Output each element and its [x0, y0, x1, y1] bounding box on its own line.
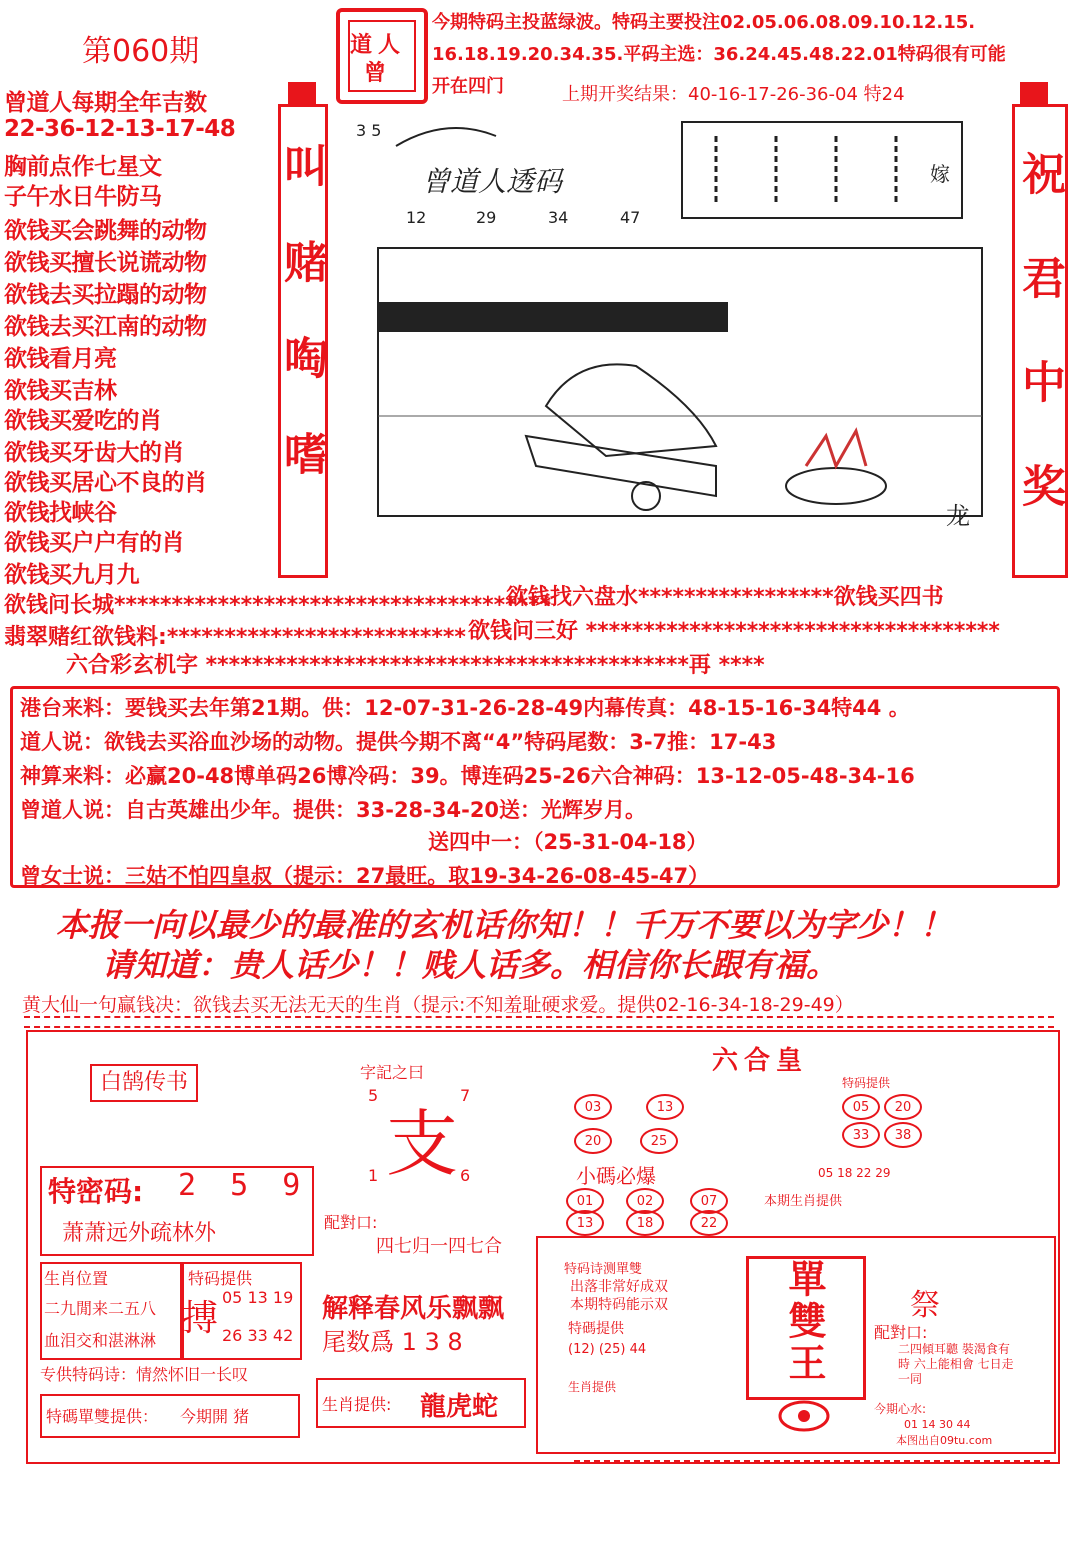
illustration-title: 曾道人透码 — [422, 165, 563, 198]
special-poem: 专供特码诗：情然怀旧一长叹 — [40, 1365, 249, 1384]
left-line-0: 曾道人每期全年吉数 — [4, 90, 207, 116]
big3-text: 單雙王 — [782, 1259, 826, 1385]
single-double-value: 今期開 猪 — [180, 1407, 250, 1426]
info-line-0: 港台来料：要钱买去年第21期。供：12-07-31-26-28-49内幕传真：48-15-16-34特44 。 — [20, 696, 910, 720]
xiaoma-label: 小碼必爆 — [576, 1164, 656, 1188]
issue-number: 第060期 — [82, 34, 200, 69]
info-line-4: 送四中一：（25-31-04-18） — [428, 830, 708, 854]
decor-border-top — [24, 1016, 1054, 1028]
credit: 本图出自09tu.com — [896, 1434, 993, 1447]
left-line-8: 欲钱看月亮 — [4, 346, 117, 372]
sd-nums: (12) (25) 44 — [568, 1342, 647, 1357]
circle-a2: 20 — [574, 1128, 612, 1154]
star-line-1b: 欲钱找六盘水*****************欲钱买四书 — [506, 585, 944, 610]
left-line-13: 欲钱找峡谷 — [4, 500, 117, 526]
circle-b1: 20 — [884, 1094, 922, 1120]
illus-num-3: 47 — [620, 208, 641, 227]
info-line-3: 曾道人说：自古英雄出少年。提供：33-28-34-20送：光辉岁月。 — [20, 798, 647, 822]
corner-block-right — [1020, 82, 1048, 106]
info-line-5: 曾女士说：三姑不怕四皇叔（提示：27最旺。取19-34-26-08-45-47） — [20, 864, 710, 888]
header-line-3: 开在四门 — [432, 76, 504, 97]
illus-num-2: 34 — [548, 208, 569, 227]
left-line-4: 欲钱买会跳舞的动物 — [4, 218, 207, 244]
decor-border-bottom — [574, 1460, 1050, 1470]
jinqi-label: 今期心水: — [874, 1402, 927, 1416]
circle-c1: 02 — [626, 1188, 664, 1214]
zi-n1: 5 — [368, 1086, 379, 1105]
circle-c2: 07 — [690, 1188, 728, 1214]
slogan-2: 请知道：贵人话少！！贱人话多。相信你长跟有福。 — [102, 946, 839, 984]
star-line-1a: 欲钱问长城************************************** — [4, 593, 552, 618]
left-line-7: 欲钱去买江南的动物 — [4, 314, 207, 340]
illus-num-0: 12 — [406, 208, 427, 227]
special-label: 特码提供 — [188, 1269, 253, 1288]
big3-box — [746, 1256, 866, 1400]
circle-c0: 01 — [566, 1188, 604, 1214]
circle-a3: 25 — [640, 1128, 678, 1154]
kuaidi-char: 祭 — [910, 1288, 940, 1323]
slogan-1: 本报一向以最少的最准的玄机话你知！！千万不要以为字少！！ — [56, 906, 953, 944]
star-line-2b: 欲钱问三好 ************************************ — [468, 619, 1000, 644]
circle-a1: 13 — [646, 1094, 684, 1120]
left-line-12: 欲钱买居心不良的肖 — [4, 470, 207, 496]
sx-value: 龍虎蛇 — [420, 1392, 499, 1422]
circle-b3: 38 — [884, 1122, 922, 1148]
benqi-label: 本期生肖提供 — [764, 1194, 843, 1209]
explain-line: 解释春风乐飘飘 — [322, 1294, 505, 1324]
vertical-box-right — [1012, 104, 1068, 578]
vertical-left-text: 叫赌啕嗜 — [276, 143, 327, 527]
vertical-right-text: 祝君中奖 — [1014, 151, 1065, 567]
left-line-10: 欲钱买爱吃的肖 — [4, 408, 162, 434]
tema-tigong: 特码提供 — [842, 1076, 891, 1090]
circle-c4: 18 — [626, 1210, 664, 1236]
tema-digits: 2 5 9 — [178, 1168, 309, 1203]
tema-label: 特密码: — [48, 1175, 144, 1208]
circle-a0: 03 — [574, 1094, 612, 1120]
wong-tai-sin-line: 黄大仙一句赢钱决：欲钱去买无法无天的生肖（提示:不知羞耻硬求爱。提供02-16-34-18-29-49） — [22, 994, 854, 1016]
single-double-label: 特碼單雙提供： — [46, 1407, 159, 1426]
left-line-14: 欲钱买户户有的肖 — [4, 530, 184, 556]
flower-icon — [778, 1398, 830, 1434]
pos-line: 二九閒来二五八 — [44, 1299, 157, 1318]
left-line-11: 欲钱买牙齿大的肖 — [4, 440, 184, 466]
info-line-1: 道人说：欲钱去买浴血沙场的动物。提供今期不离“4”特码尾数：3-7推：17-43 — [20, 730, 777, 754]
sd-title: 特码诗测單雙 — [564, 1262, 643, 1277]
info-line-2: 神算来料：必赢20-48博单码26博冷码：39。博连码25-26六合神码：13-12-05-48-34-16 — [20, 764, 915, 788]
small-nums: 05 18 22 29 — [818, 1166, 891, 1180]
sd-line-2: 本期特码能示双 — [570, 1297, 668, 1313]
left-line-5: 欲钱买擅长说谎动物 — [4, 250, 207, 276]
bo-nums-1: 05 13 19 — [222, 1288, 294, 1307]
svg-text:道: 道 — [350, 32, 373, 58]
seal-logo — [336, 8, 428, 104]
left-line-3: 子午水日牛防马 — [4, 184, 162, 210]
corner-block-left — [288, 82, 316, 106]
header-line-2: 16.18.19.20.34.35.平码主选：36.24.45.48.22.01特码很有可能 — [432, 44, 1006, 65]
zi-char: 支 — [386, 1102, 459, 1186]
illus-num-1: 29 — [476, 208, 497, 227]
blood-line: 血泪交和湛淋淋 — [44, 1331, 157, 1350]
book-title: 白鹄传书 — [90, 1064, 198, 1102]
sd-line-1: 出落非常好成双 — [570, 1279, 668, 1295]
left-line-2: 胸前点作七星文 — [4, 154, 162, 180]
sx-tigong-2: 生肖提供 — [568, 1380, 617, 1394]
vertical-box-left — [278, 104, 328, 578]
king-title: 六合皇 — [712, 1046, 809, 1076]
illustration-area — [336, 106, 996, 530]
peikou-value: 四七归一四七合 — [376, 1236, 502, 1257]
circle-b0: 05 — [842, 1094, 880, 1120]
tema-poem: 萧萧远外疏林外 — [62, 1221, 217, 1246]
last-result: 上期开奖结果：40-16-17-26-36-04 特24 — [562, 84, 905, 105]
zi-n2: 7 — [460, 1086, 471, 1105]
left-line-1: 22-36-12-13-17-48 — [4, 116, 236, 142]
tail-line: 尾数爲 1 3 8 — [322, 1328, 463, 1356]
bo-char: 搏 — [182, 1298, 219, 1339]
svg-text:曾: 曾 — [364, 60, 387, 86]
header-line-1: 今期特码主投蓝绿波。特码主要投注02.05.06.08.09.10.12.15. — [432, 12, 976, 33]
peidui-label: 配對口: — [874, 1323, 928, 1342]
bo-nums-2: 26 33 42 — [222, 1326, 294, 1345]
left-line-15: 欲钱买九月九 — [4, 562, 139, 588]
zi-n3: 1 — [368, 1166, 379, 1185]
circle-c3: 13 — [566, 1210, 604, 1236]
illus-side-char: 嫁 — [930, 162, 950, 186]
star-line-2a: 翡翠赌红欲钱料:************************** — [4, 625, 466, 650]
pos-label: 生肖位置 — [44, 1269, 109, 1288]
sd-tigong: 特碼提供 — [568, 1321, 624, 1337]
circle-b2: 33 — [842, 1122, 880, 1148]
illus-corner-char: 龙 — [946, 502, 970, 530]
sx-label: 生肖提供: — [322, 1395, 392, 1414]
zi-n4: 6 — [460, 1166, 471, 1185]
peidui-lines: 二四傾耳聽 裝渴食有時 六上能相會 七日走一同 — [898, 1342, 1014, 1386]
left-line-9: 欲钱买吉林 — [4, 378, 117, 404]
star-line-3: 六合彩玄机字 ******************************************再 **** — [66, 653, 765, 678]
zi-title: 字記之曰 — [360, 1063, 425, 1082]
svg-text:3 5: 3 5 — [356, 121, 382, 140]
final-nums: 01 14 30 44 — [904, 1418, 971, 1431]
peikou-label: 配對口: — [324, 1213, 378, 1232]
circle-c5: 22 — [690, 1210, 728, 1236]
left-line-6: 欲钱去买拉蹋的动物 — [4, 282, 207, 308]
svg-text:人: 人 — [378, 32, 401, 58]
